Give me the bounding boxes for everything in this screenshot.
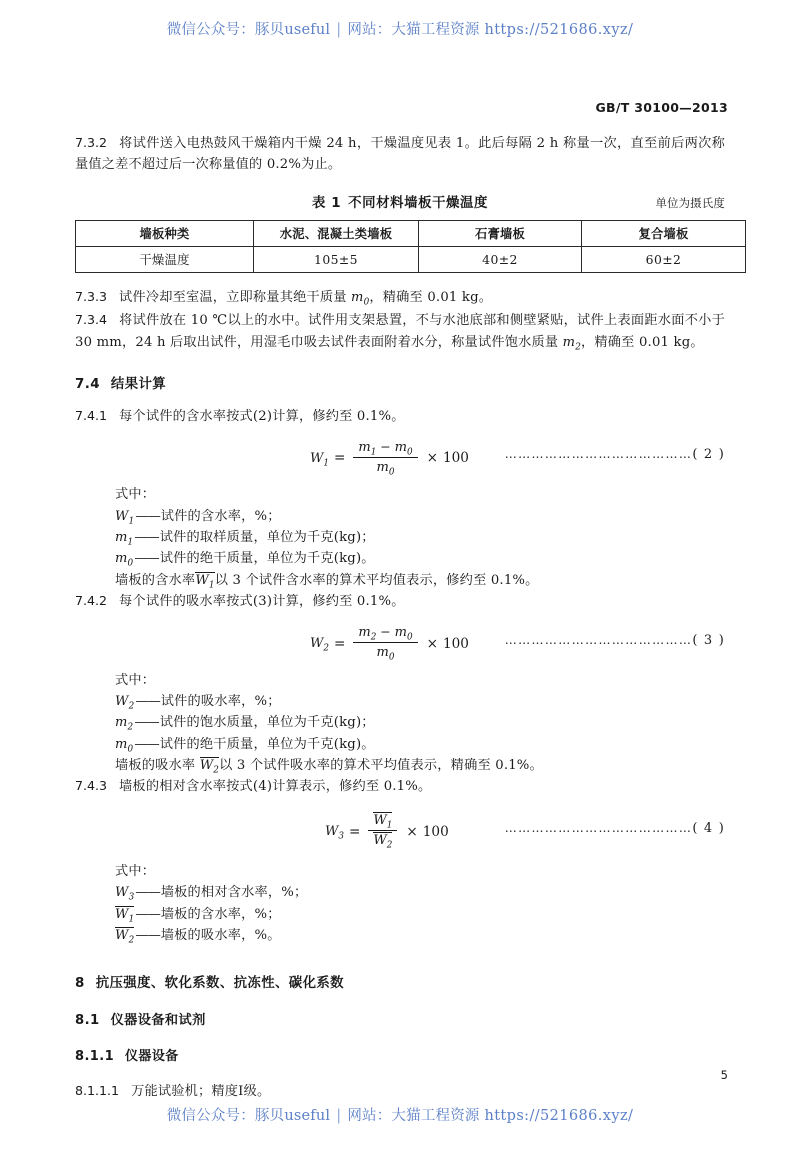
formula-4-denominator: $W_2$: [373, 833, 393, 851]
formula-4: [325, 807, 449, 857]
where-item-desc: 试件的绝干质量，单位为千克(kg)。: [159, 551, 375, 567]
table-row: [76, 220, 746, 246]
formula-3-row: [75, 622, 725, 666]
clause-text-7-3-3-after: ，精确至 0.01 kg。: [369, 289, 493, 305]
where-item-desc: 试件的取样质量，单位为千克(kg)；: [159, 530, 375, 545]
where-item-desc: 试件的饱水质量，单位为千克(kg)；: [159, 715, 375, 731]
document-content: [75, 133, 725, 1105]
where-note: 墙板的吸水率 $W_2$以 3 个试件吸水率的算术平均值表示，精确至 0.1%。: [115, 758, 543, 776]
em-dash: ——: [135, 906, 160, 922]
where-item: $W_1——$试件的含水率，%；: [115, 508, 281, 527]
symbol-w2-bar: $W_2$: [199, 758, 220, 776]
where-item-desc: 墙板的相对含水率，%；: [160, 885, 308, 901]
formula-2-fraction: [353, 439, 417, 477]
clause-text-7-3-3-before: 试件冷却至室温，立即称量其绝干质量: [119, 289, 352, 305]
heading-title-8-1-1: 仪器设备: [125, 1049, 179, 1065]
where-item-desc: 墙板的含水率，%；: [160, 906, 281, 922]
formula-4-fraction: [368, 812, 397, 849]
em-dash: ——: [135, 927, 160, 943]
where-item-desc: 试件的绝干质量，单位为千克(kg)。: [159, 736, 375, 752]
table-caption-number: 表 1: [311, 195, 342, 211]
heading-title-7-4: 结果计算: [110, 376, 167, 392]
table-cell-value: 105±5: [254, 246, 419, 272]
heading-number-7-4: 7.4: [75, 376, 100, 392]
heading-title-8-1: 仪器设备和试剂: [110, 1013, 206, 1029]
formula-4-factor: 100: [422, 823, 449, 840]
watermark-site-label: 网站：大猫工程资源: [347, 1108, 480, 1124]
clause-text-7-4-1: 每个试件的含水率按式(2)计算，修约至 0.1%。: [119, 408, 405, 424]
clause-text-7-3-4-before: 将试件放在 10 ℃以上的水中。试件用支架悬置，不与水池底部和侧壁紧贴，试件上表面距水面不小于 30 mm，24 h 后取出试件，用湿毛巾吸去试件表面附着水分，称量试件饱水质量: [75, 313, 725, 350]
where-item: $W_3——$墙板的相对含水率，%；: [115, 885, 308, 903]
em-dash: ——: [135, 885, 160, 901]
table-header-cell: 墙板种类: [76, 220, 254, 246]
clause-number-7-4-2: 7.4.2: [75, 593, 108, 609]
watermark-wechat-label: 微信公众号：豚贝useful: [166, 22, 331, 38]
table-cell-label: 干燥温度: [76, 246, 254, 272]
formula-3-numerator: $m_2 - m_0$: [353, 624, 417, 643]
heading-number-8-1-1: 8.1.1: [75, 1049, 115, 1065]
where-block-2: [115, 484, 725, 591]
where-item: $W_2——$试件的吸水率，%；: [115, 693, 281, 712]
clause-text-7-3-2: 将试件送入电热鼓风干燥箱内干燥 24 h，干燥温度见表 1。此后每隔 2 h 称量一次，直至前后两次称量值之差不超过后一次称量值的 0.2%为止。: [75, 136, 725, 173]
table-header-cell: 水泥、混凝土类墙板: [254, 220, 419, 246]
formula-4-lhs: $W_3$: [325, 824, 344, 842]
table-unit-note: 单位为摄氏度: [655, 195, 725, 210]
clause-text-7-3-4-after: ，精确至 0.01 kg。: [581, 334, 704, 350]
formula-3-factor: 100: [442, 635, 469, 652]
where-block-3: [115, 670, 725, 777]
em-dash: ——: [134, 551, 159, 567]
em-dash: ——: [135, 508, 160, 524]
where-item-desc: 试件的含水率，%；: [160, 508, 281, 524]
clause-7-4-3: [75, 776, 725, 797]
heading-8-1-1: [75, 1045, 725, 1064]
table-cell-value: 60±2: [582, 246, 746, 272]
where-intro: 式中：: [115, 487, 156, 503]
formula-3-equals: =: [334, 635, 346, 652]
table-row: [76, 246, 746, 272]
table-header-cell: 复合墙板: [582, 220, 746, 246]
em-dash: ——: [134, 530, 159, 545]
symbol-m0: $m_0$: [351, 289, 370, 308]
formula-2-number: [505, 447, 725, 462]
heading-7-4: [75, 373, 725, 392]
watermark-separator: |: [336, 1108, 342, 1124]
clause-text-8-1-1-1: 万能试验机；精度Ⅰ级。: [131, 1084, 271, 1100]
formula-2-denominator: $m_0$: [376, 459, 395, 478]
watermark-wechat-label: 微信公众号：豚贝useful: [166, 1108, 331, 1124]
clause-text-7-4-2: 每个试件的吸水率按式(3)计算，修约至 0.1%。: [119, 594, 405, 610]
watermark-site-label: 网站：大猫工程资源: [347, 22, 480, 38]
formula-4-number: [505, 821, 725, 836]
table-header-cell: 石膏墙板: [419, 220, 582, 246]
where-item: $m_1——$试件的取样质量，单位为千克(kg)；: [115, 530, 375, 548]
clause-number-7-3-3: 7.3.3: [75, 288, 108, 304]
formula-3-leader: ……………………………………: [504, 632, 693, 647]
watermark-url: https://521686.xyz/: [484, 22, 634, 38]
formula-3-denominator: $m_0$: [376, 645, 395, 663]
heading-8-1: [75, 1009, 725, 1028]
where-block-4: [115, 861, 725, 947]
clause-number-8-1-1-1: 8.1.1.1: [75, 1083, 120, 1099]
where-intro: 式中：: [115, 863, 156, 879]
table-drying-temperature: [75, 220, 746, 273]
formula-2-times: ×: [426, 450, 438, 467]
where-item: $m_0——$试件的绝干质量，单位为千克(kg)。: [115, 551, 375, 569]
where-item: $W_1——$墙板的含水率，%；: [115, 906, 281, 925]
formula-4-label: ( 4 ): [692, 820, 725, 836]
watermark-url: https://521686.xyz/: [484, 1108, 634, 1124]
em-dash: ——: [135, 693, 160, 709]
where-item: $m_2——$试件的饱水质量，单位为千克(kg)；: [115, 715, 375, 733]
clause-number-7-3-4: 7.3.4: [75, 312, 108, 328]
formula-2-row: [75, 436, 725, 480]
formula-2-equals: =: [334, 450, 346, 467]
symbol-m2: $m_2$: [562, 334, 582, 353]
formula-4-times: ×: [406, 823, 418, 840]
formula-2-label: ( 2 ): [692, 447, 725, 463]
clause-number-7-4-1: 7.4.1: [75, 407, 108, 423]
where-note: 墙板的含水率$W_1$以 3 个试件含水率的算术平均值表示，修约至 0.1%。: [115, 572, 539, 591]
clause-7-3-4: [75, 310, 725, 353]
where-item-desc: 试件的吸水率，%；: [160, 693, 281, 709]
watermark-top: [0, 18, 800, 39]
formula-3: [310, 622, 469, 666]
page-number: 5: [720, 1068, 728, 1082]
clause-7-4-1: [75, 406, 725, 427]
formula-2: [310, 436, 469, 480]
formula-4-equals: =: [349, 823, 361, 840]
formula-2-numerator: $m_1 - m_0$: [353, 439, 417, 458]
standard-number: GB/T 30100—2013: [595, 100, 728, 115]
watermark-bottom: [0, 1104, 800, 1125]
clause-text-7-4-3: 墙板的相对含水率按式(4)计算表示，修约至 0.1%。: [119, 779, 432, 795]
heading-number-8: 8: [75, 976, 85, 992]
heading-title-8: 抗压强度、软化系数、抗冻性、碳化系数: [95, 976, 344, 992]
where-item: $m_0——$试件的绝干质量，单位为千克(kg)。: [115, 736, 375, 755]
clause-7-3-3: [75, 287, 725, 308]
table-cell-value: 40±2: [419, 246, 582, 272]
formula-3-label: ( 3 ): [692, 632, 725, 648]
formula-3-fraction: [353, 624, 417, 662]
formula-2-lhs: $W_1$: [310, 450, 329, 469]
em-dash: ——: [134, 736, 159, 752]
where-intro: 式中：: [115, 672, 156, 688]
clause-7-4-2: [75, 591, 725, 612]
clause-8-1-1-1: [75, 1081, 725, 1102]
formula-4-numerator: $W_1$: [368, 812, 397, 831]
formula-4-leader: ……………………………………: [504, 820, 693, 835]
symbol-w1-bar: $W_1$: [195, 572, 215, 591]
clause-number-7-3-2: 7.3.2: [75, 135, 108, 150]
table-1-caption: [75, 192, 725, 211]
clause-7-3-2: [75, 133, 725, 176]
formula-2-leader: ……………………………………: [504, 447, 693, 462]
where-item: $W_2——$墙板的吸水率，%。: [115, 927, 281, 946]
formula-4-row: [75, 807, 725, 857]
heading-number-8-1: 8.1: [75, 1013, 100, 1029]
formula-3-times: ×: [426, 635, 438, 652]
where-item-desc: 墙板的吸水率，%。: [160, 927, 281, 943]
watermark-separator: |: [336, 22, 342, 38]
formula-3-number: [505, 633, 725, 648]
formula-3-lhs: $W_2$: [310, 636, 329, 654]
em-dash: ——: [134, 715, 159, 731]
table-caption-title: 不同材料墙板干燥温度: [348, 195, 489, 211]
clause-number-7-4-3: 7.4.3: [75, 778, 108, 794]
heading-8: [75, 972, 725, 991]
formula-2-factor: 100: [442, 450, 469, 467]
